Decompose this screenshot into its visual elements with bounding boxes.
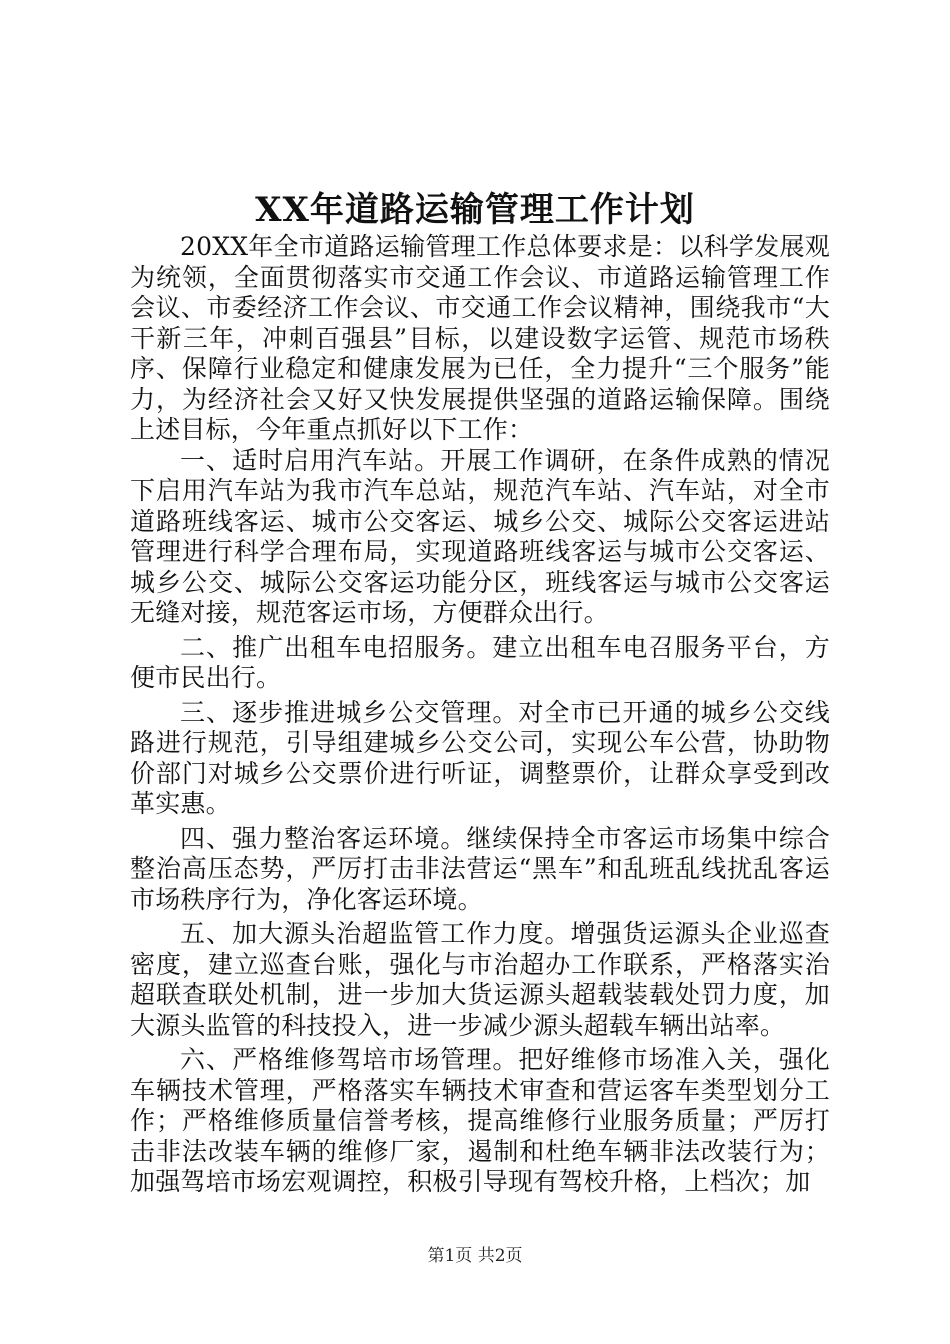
paragraph-item-5: 五、加大源头治超监管工作力度。增强货运源头企业巡查密度，建立巡查台账，强化与市治超办工作联系，严格落实治超联查联处机制，进一步加大货运源头超载装载处罚力度，加大源头监管的科技投入，进一步减少源头超载车辆出站率。 [130,919,830,1040]
page-number-footer: 第1页 共2页 [427,1246,523,1266]
paragraph-item-2: 二、推广出租车电招服务。建立出租车电召服务平台，方便市民出行。 [130,632,830,692]
document-body [130,232,830,1198]
paragraph-intro: 20XX年全市道路运输管理工作总体要求是：以科学发展观为统领，全面贯彻落实市交通工作会议、市道路运输管理工作会议、市委经济工作会议、市交通工作会议精神，围绕我市“大干新三年，冲刺百强县”目标，以建设数字运管、规范市场秩序、保障行业稳定和健康发展为已任，全力提升“三个服务”能力，为经济社会又好又快发展提供坚强的道路运输保障。围绕上述目标，今年重点抓好以下工作： [130,232,830,444]
paragraph-item-3: 三、逐步推进城乡公交管理。对全市已开通的城乡公交线路进行规范，引导组建城乡公交公司，实现公车公营，协助物价部门对城乡公交票价进行听证，调整票价，让群众享受到改革实惠。 [130,697,830,818]
paragraph-item-6: 六、严格维修驾培市场管理。把好维修市场准入关，强化车辆技术管理，严格落实车辆技术审查和营运客车类型划分工作；严格维修质量信誉考核，提高维修行业服务质量；严厉打击非法改装车辆的维修厂家，遏制和杜绝车辆非法改装行为；加强驾培市场宏观调控，积极引导现有驾校升格，上档次；加 [130,1045,830,1196]
paragraph-item-4: 四、强力整治客运环境。继续保持全市客运市场集中综合整治高压态势，严厉打击非法营运“黑车”和乱班乱线扰乱客运市场秩序行为，净化客运环境。 [130,823,830,914]
document-title: XX年道路运输管理工作计划 [255,190,695,230]
paragraph-item-1: 一、适时启用汽车站。开展工作调研，在条件成熟的情况下启用汽车站为我市汽车总站，规范汽车站、汽车站，对全市道路班线客运、城市公交客运、城乡公交、城际公交客运进站管理进行科学合理布局，实现道路班线客运与城市公交客运、城乡公交、城际公交客运功能分区，班线客运与城市公交客运无缝对接，规范客运市场，方便群众出行。 [130,445,830,627]
